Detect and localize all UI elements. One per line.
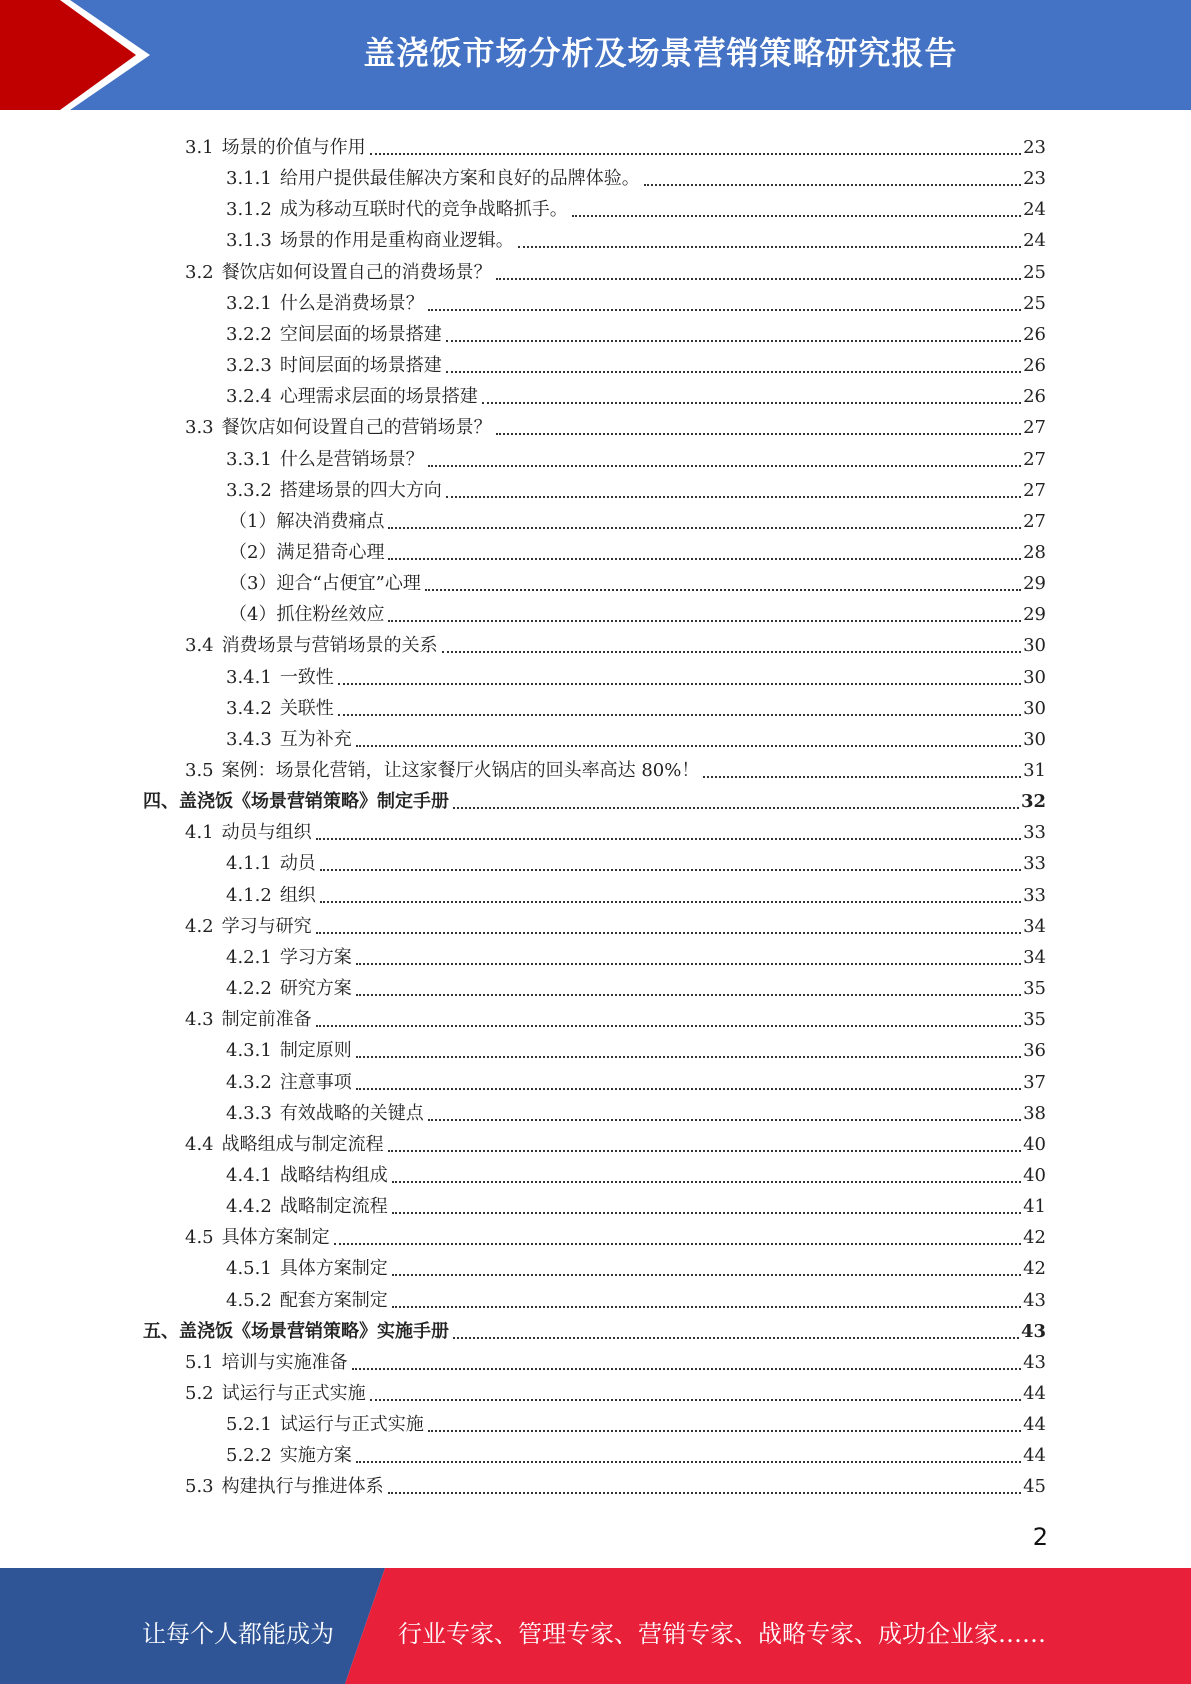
toc-entry-title: 时间层面的场景搭建 [279, 355, 442, 377]
toc-entry-number: 5.3 [185, 1476, 214, 1498]
toc-entry-number: 4.4 [185, 1133, 214, 1155]
toc-entry[interactable] [229, 564, 1046, 595]
toc-entry[interactable] [229, 595, 1046, 626]
toc-dot-leader [446, 370, 1021, 373]
toc-entry-number: 4.4.2 [226, 1196, 272, 1218]
toc-entry-title: 搭建场景的四大方向 [279, 479, 442, 501]
toc-entry-page: 38 [1023, 1102, 1046, 1124]
toc-entry-page: 30 [1023, 635, 1046, 657]
footer-slogan-left: 让每个人都能成为 [142, 1620, 334, 1648]
toc-dot-leader [446, 495, 1021, 498]
toc-entry-title: 战略组成与制定流程 [221, 1133, 384, 1155]
toc-dot-leader [356, 1460, 1021, 1463]
toc-entry-title: （4）抓住粉丝效应 [229, 604, 385, 626]
toc-entry-number: 3.3 [185, 417, 214, 439]
toc-entry[interactable] [143, 782, 1046, 813]
toc-entry-title: 关联性 [279, 697, 334, 719]
toc-dot-leader [352, 1367, 1021, 1370]
toc-entry-title: 五、盖浇饭《场景营销策略》实施手册 [143, 1320, 449, 1342]
toc-entry-page: 35 [1023, 1009, 1046, 1031]
toc-entry[interactable] [226, 1156, 1046, 1187]
toc-entry[interactable] [226, 844, 1046, 875]
toc-entry[interactable] [185, 1218, 1046, 1249]
toc-dot-leader [316, 1024, 1021, 1027]
toc-entry-title: （1）解决消费痛点 [229, 510, 385, 532]
toc-entry-page: 42 [1023, 1258, 1046, 1280]
toc-entry[interactable] [226, 1187, 1046, 1218]
toc-entry-number: 3.1.1 [226, 168, 272, 190]
toc-entry[interactable] [185, 1374, 1046, 1405]
toc-entry-page: 42 [1023, 1227, 1046, 1249]
report-title: 盖浇饭市场分析及场景营销策略研究报告 [363, 34, 958, 72]
toc-entry-page: 29 [1023, 573, 1046, 595]
toc-entry[interactable] [226, 471, 1046, 502]
toc-dot-leader [644, 183, 1021, 186]
toc-entry-title: 有效战略的关键点 [279, 1102, 424, 1124]
toc-entry-number: 3.4.2 [226, 697, 272, 719]
toc-entry-number: 4.5.1 [226, 1258, 272, 1280]
toc-entry-title: 什么是消费场景？ [279, 292, 424, 314]
toc-dot-leader [428, 1118, 1021, 1121]
toc-entry-number: 4.5 [185, 1227, 214, 1249]
toc-entry[interactable] [226, 1094, 1046, 1125]
toc-dot-leader [392, 1305, 1021, 1308]
toc-entry-title: 构建执行与推进体系 [221, 1476, 384, 1498]
toc-dot-leader [320, 868, 1021, 871]
toc-entry-number: 4.1 [185, 822, 214, 844]
toc-entry-page: 27 [1023, 510, 1046, 532]
toc-entry-number: 4.3.1 [226, 1040, 272, 1062]
toc-dot-leader [320, 900, 1021, 903]
toc-dot-leader [338, 682, 1021, 685]
toc-entry-number: 5.2.1 [226, 1414, 272, 1436]
toc-entry[interactable] [185, 408, 1046, 439]
toc-entry-title: 餐饮店如何设置自己的消费场景？ [221, 261, 492, 283]
toc-dot-leader [316, 837, 1021, 840]
toc-entry-page: 28 [1023, 541, 1046, 563]
toc-entry-number: 3.2.2 [226, 323, 272, 345]
toc-entry[interactable] [226, 1281, 1046, 1312]
toc-entry[interactable] [229, 533, 1046, 564]
toc-entry-title: 研究方案 [279, 978, 352, 1000]
toc-entry[interactable] [185, 751, 1046, 782]
toc-entry-number: 3.4.3 [226, 728, 272, 750]
toc-dot-leader [388, 1491, 1021, 1494]
toc-dot-leader [356, 1087, 1021, 1090]
toc-dot-leader [388, 557, 1021, 560]
toc-entry-title: 动员 [279, 853, 316, 875]
toc-entry-title: 消费场景与营销场景的关系 [221, 635, 438, 657]
toc-dot-leader [356, 993, 1021, 996]
toc-entry-page: 35 [1023, 978, 1046, 1000]
toc-entry-number: 4.4.1 [226, 1164, 272, 1186]
toc-dot-leader [316, 931, 1021, 934]
toc-entry[interactable] [226, 159, 1046, 190]
toc-entry-title: 给用户提供最佳解决方案和良好的品牌体验。 [279, 168, 640, 190]
toc-entry-number: 4.5.2 [226, 1289, 272, 1311]
toc-entry-page: 34 [1023, 946, 1046, 968]
toc-entry[interactable] [226, 938, 1046, 969]
toc-entry-page: 32 [1020, 791, 1046, 813]
toc-entry-title: 场景的价值与作用 [221, 137, 366, 158]
toc-dot-leader [370, 152, 1021, 155]
toc-entry-number: 5.1 [185, 1351, 214, 1373]
toc-entry[interactable] [226, 1249, 1046, 1280]
toc-dot-leader [356, 744, 1021, 747]
toc-entry-page: 31 [1023, 760, 1046, 781]
toc-entry-page: 33 [1023, 884, 1046, 906]
toc-entry-page: 27 [1023, 479, 1046, 501]
toc-entry-page: 40 [1023, 1164, 1046, 1186]
toc-entry[interactable] [185, 1000, 1046, 1031]
toc-dot-leader [392, 1211, 1021, 1214]
toc-entry-title: 战略制定流程 [279, 1196, 388, 1218]
toc-entry[interactable] [185, 253, 1046, 284]
header-banner [0, 0, 1191, 110]
toc-entry-title: 案例：场景化营销，让这家餐厅火锅店的回头率高达 80%！ [221, 760, 700, 781]
toc-entry-title: 组织 [279, 884, 316, 906]
toc-entry-number: 3.3.2 [226, 479, 272, 501]
toc-entry-title: 培训与实施准备 [221, 1351, 348, 1373]
toc-entry[interactable] [226, 1063, 1046, 1094]
toc-entry[interactable] [226, 440, 1046, 471]
toc-entry-number: 4.2.1 [226, 946, 272, 968]
toc-entry[interactable] [226, 315, 1046, 346]
toc-entry-page: 29 [1023, 604, 1046, 626]
toc-entry-title: 心理需求层面的场景搭建 [279, 386, 478, 408]
toc-dot-leader [496, 432, 1021, 435]
toc-entry-page: 30 [1023, 728, 1046, 750]
toc-entry[interactable] [185, 907, 1046, 938]
toc-entry-title: 互为补充 [279, 728, 352, 750]
toc-entry[interactable] [185, 813, 1046, 844]
toc-entry-title: 试运行与正式实施 [279, 1414, 424, 1436]
toc-entry-page: 44 [1023, 1383, 1046, 1404]
toc-entry-page: 26 [1023, 386, 1046, 408]
toc-entry[interactable] [226, 284, 1046, 315]
toc-entry[interactable] [185, 128, 1046, 159]
toc-entry[interactable] [226, 658, 1046, 689]
toc-entry-title: 具体方案制定 [221, 1227, 330, 1249]
toc-entry-title: 什么是营销场景？ [279, 448, 424, 470]
toc-entry-page: 43 [1020, 1320, 1046, 1342]
toc-entry[interactable] [226, 720, 1046, 751]
footer-banner [0, 1568, 1191, 1684]
toc-entry-page: 30 [1023, 697, 1046, 719]
toc-entry-number: 3.1 [185, 137, 214, 158]
footer-slogan-right: 行业专家、管理专家、营销专家、战略专家、成功企业家…… [398, 1620, 1046, 1648]
toc-entry-title: （3）迎合“占便宜”心理 [229, 573, 421, 595]
toc-entry[interactable] [143, 1312, 1046, 1343]
toc-entry-number: 3.4 [185, 635, 214, 657]
toc-entry[interactable] [226, 221, 1046, 252]
toc-entry-page: 43 [1023, 1351, 1046, 1373]
toc-entry[interactable] [226, 876, 1046, 907]
toc-entry-page: 27 [1023, 448, 1046, 470]
toc-entry-page: 36 [1023, 1040, 1046, 1062]
toc-entry-page: 23 [1023, 137, 1046, 158]
toc-entry[interactable] [226, 346, 1046, 377]
toc-entry-number: 3.1.2 [226, 199, 272, 221]
toc-entry-number: 3.4.1 [226, 666, 272, 688]
toc-entry[interactable] [185, 1343, 1046, 1374]
toc-entry-page: 30 [1023, 666, 1046, 688]
toc-entry[interactable] [226, 1031, 1046, 1062]
toc-entry[interactable] [226, 190, 1046, 221]
toc-entry-page: 41 [1023, 1196, 1046, 1218]
toc-entry-number: 4.2.2 [226, 978, 272, 1000]
toc-entry-number: 4.1.1 [226, 853, 272, 875]
toc-dot-leader [356, 962, 1021, 965]
toc-entry-page: 33 [1023, 853, 1046, 875]
toc-entry-title: 战略结构组成 [279, 1164, 388, 1186]
toc-entry-number: 3.2.4 [226, 386, 272, 408]
toc-dot-leader [370, 1398, 1021, 1401]
toc-dot-leader [703, 775, 1021, 778]
toc-entry-title: 四、盖浇饭《场景营销策略》制定手册 [143, 791, 449, 813]
toc-dot-leader [496, 277, 1021, 280]
toc-entry-number: 3.2.3 [226, 355, 272, 377]
toc-entry-page: 33 [1023, 822, 1046, 844]
toc-entry-title: 学习方案 [279, 946, 352, 968]
toc-dot-leader [428, 308, 1021, 311]
toc-entry[interactable] [226, 969, 1046, 1000]
toc-dot-leader [392, 1273, 1021, 1276]
toc-entry-page: 24 [1023, 199, 1046, 221]
toc-entry-number: 4.3.3 [226, 1102, 272, 1124]
toc-entry[interactable] [229, 502, 1046, 533]
toc-entry-number: 4.1.2 [226, 884, 272, 906]
toc-entry-page: 24 [1023, 230, 1046, 252]
toc-entry[interactable] [185, 1467, 1046, 1498]
toc-entry-page: 44 [1023, 1445, 1046, 1467]
toc-entry[interactable] [226, 1405, 1046, 1436]
toc-entry-title: 一致性 [279, 666, 334, 688]
toc-entry-title: 具体方案制定 [279, 1258, 388, 1280]
toc-entry-number: 4.3 [185, 1009, 214, 1031]
toc-entry[interactable] [226, 689, 1046, 720]
toc-entry-page: 45 [1023, 1476, 1046, 1498]
toc-entry-title: 制定原则 [279, 1040, 352, 1062]
toc-entry-page: 25 [1023, 292, 1046, 314]
toc-entry-page: 27 [1023, 417, 1046, 439]
toc-dot-leader [392, 1180, 1021, 1183]
toc-entry-page: 34 [1023, 915, 1046, 937]
toc-entry-page: 23 [1023, 168, 1046, 190]
toc-dot-leader [446, 339, 1021, 342]
toc-dot-leader [442, 650, 1021, 653]
toc-entry-title: 制定前准备 [221, 1009, 312, 1031]
toc-entry[interactable] [226, 1436, 1046, 1467]
toc-entry-page: 44 [1023, 1414, 1046, 1436]
page-number: 2 [1032, 1523, 1048, 1551]
toc-dot-leader [334, 1242, 1021, 1245]
toc-entry-title: 学习与研究 [221, 915, 312, 937]
toc-entry-title: （2）满足猎奇心理 [229, 541, 385, 563]
toc-dot-leader [425, 588, 1021, 591]
toc-entry-page: 26 [1023, 355, 1046, 377]
toc-entry-number: 3.2 [185, 261, 214, 283]
toc-entry-title: 试运行与正式实施 [221, 1383, 366, 1404]
toc-dot-leader [453, 806, 1019, 809]
toc-dot-leader [428, 1429, 1021, 1432]
toc-entry-title: 成为移动互联时代的竞争战略抓手。 [279, 199, 568, 221]
toc-dot-leader [388, 1149, 1021, 1152]
toc-entry-page: 40 [1023, 1133, 1046, 1155]
toc-dot-leader [388, 526, 1021, 529]
toc-entry-number: 5.2.2 [226, 1445, 272, 1467]
toc-dot-leader [388, 619, 1021, 622]
toc-entry-title: 注意事项 [279, 1071, 352, 1093]
toc-entry-number: 3.3.1 [226, 448, 272, 470]
toc-entry-number: 4.3.2 [226, 1071, 272, 1093]
toc-entry-number: 3.1.3 [226, 230, 272, 252]
toc-dot-leader [572, 214, 1021, 217]
toc-entry[interactable] [185, 1125, 1046, 1156]
toc-entry[interactable] [185, 626, 1046, 657]
toc-entry[interactable] [226, 377, 1046, 408]
toc-entry-page: 43 [1023, 1289, 1046, 1311]
toc-entry-title: 场景的作用是重构商业逻辑。 [279, 230, 514, 252]
toc-entry-number: 4.2 [185, 915, 214, 937]
toc-dot-leader [482, 401, 1021, 404]
toc-entry-page: 37 [1023, 1071, 1046, 1093]
toc-entry-title: 餐饮店如何设置自己的营销场景？ [221, 417, 492, 439]
toc-entry-title: 空间层面的场景搭建 [279, 323, 442, 345]
toc-entry-page: 25 [1023, 261, 1046, 283]
toc-dot-leader [338, 713, 1021, 716]
toc-dot-leader [356, 1055, 1021, 1058]
toc-entry-title: 动员与组织 [221, 822, 312, 844]
toc-entry-number: 5.2 [185, 1383, 214, 1404]
toc-entry-title: 实施方案 [279, 1445, 352, 1467]
toc-dot-leader [453, 1336, 1019, 1339]
toc-entry-title: 配套方案制定 [279, 1289, 388, 1311]
toc-entry-page: 26 [1023, 323, 1046, 345]
toc-entry-number: 3.2.1 [226, 292, 272, 314]
toc-dot-leader [518, 245, 1021, 248]
toc-dot-leader [428, 464, 1021, 467]
toc-entry-number: 3.5 [185, 760, 214, 781]
